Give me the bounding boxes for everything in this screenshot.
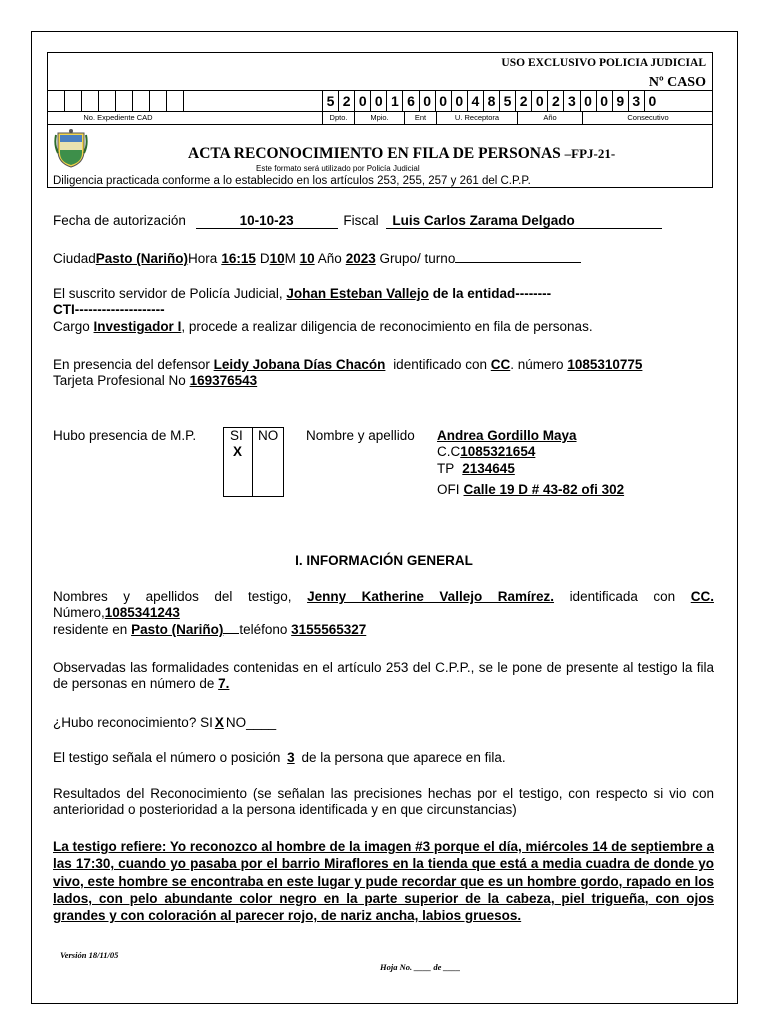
- posicion-label: El testigo señala el número o posición: [53, 750, 281, 765]
- mp-si-box: [223, 427, 253, 497]
- case-digit: 0: [644, 91, 660, 112]
- mp-cc-line: [437, 444, 535, 459]
- residente-blank: [223, 621, 239, 634]
- tarjeta-value: 169376543: [189, 373, 258, 388]
- cargo-line: [53, 319, 593, 334]
- case-digit: 0: [435, 91, 451, 112]
- cad-box: [99, 91, 116, 111]
- title-text: ACTA RECONOCIMIENTO EN FILA DE PERSONAS: [188, 145, 561, 162]
- residente-label: residente en: [53, 622, 128, 637]
- mp-tp: 2134645: [462, 461, 515, 476]
- label-receptora: U. Receptora: [436, 112, 517, 124]
- servidor-line: [53, 286, 551, 301]
- case-digit: 0: [531, 91, 547, 112]
- entidad-label: de la entidad--------: [432, 286, 552, 301]
- document-title: [188, 145, 615, 163]
- grupo-label: Grupo/ turno: [379, 251, 456, 266]
- ciudad-value: Pasto (Nariño): [95, 251, 189, 266]
- defensor-ident-label: identificado con: [393, 357, 488, 372]
- coat-of-arms-icon: [54, 129, 88, 169]
- servidor-intro: El suscrito servidor de Policía Judicial,: [53, 286, 283, 301]
- ciudad-line: [53, 250, 581, 266]
- case-digit: 6: [402, 91, 418, 112]
- mp-label: Hubo presencia de M.P.: [53, 428, 197, 443]
- mp-cc: 1085321654: [460, 444, 536, 459]
- autorizacion-fecha: 10-10-23: [196, 213, 338, 229]
- fiscal-name: Luis Carlos Zarama Delgado: [386, 213, 662, 229]
- formalidades-text: Observadas las formalidades contenidas en el artículo 253 del C.P.P., se le pone de presente al testigo la fila de personas en número de: [53, 660, 714, 691]
- cad-box: [167, 91, 184, 111]
- case-digit: 0: [354, 91, 370, 112]
- mp-ofi-label: OFI: [437, 482, 460, 497]
- case-number-digits: [322, 91, 660, 112]
- posicion-line: [53, 750, 506, 765]
- posicion-value: 3: [287, 750, 295, 765]
- case-digit: 4: [467, 91, 483, 112]
- reconocimiento-line: [53, 715, 276, 730]
- cad-box: [133, 91, 150, 111]
- tarjeta-label: Tarjeta Profesional No: [53, 373, 186, 388]
- formalidades-paragraph: [53, 660, 714, 692]
- grupo-blank: [455, 250, 581, 263]
- cad-box: [150, 91, 167, 111]
- defensor-numero: 1085310775: [567, 357, 643, 372]
- testigo-paragraph: [53, 589, 714, 638]
- version-note: Versión 18/11/05: [60, 950, 119, 960]
- telefono-value: 3155565327: [291, 622, 367, 637]
- divider: [48, 124, 712, 125]
- case-digit: 0: [370, 91, 386, 112]
- mp-tp-line: [437, 461, 525, 476]
- mes-value: 10: [299, 251, 315, 266]
- reconocimiento-no: NO____: [225, 715, 277, 730]
- defensor-cc: CC: [490, 357, 511, 372]
- case-header: [47, 52, 713, 188]
- mp-si-mark: X: [233, 444, 243, 459]
- mp-ofi: Calle 19 D # 43-82 ofi 302: [463, 482, 625, 497]
- posicion-rest: de la persona que aparece en fila.: [301, 750, 506, 765]
- label-dpto: Dpto.: [322, 112, 354, 124]
- cad-box: [65, 91, 82, 111]
- fila-numero: 7.: [218, 676, 230, 691]
- telefono-label: teléfono: [239, 622, 288, 637]
- cad-box: [48, 91, 65, 111]
- defensor-line: [53, 357, 642, 372]
- tarjeta-line: [53, 373, 257, 388]
- servidor-nombre: Johan Esteban Vallejo: [286, 286, 429, 301]
- cargo-value: Investigador I: [93, 319, 182, 334]
- mp-no-label: NO: [258, 428, 279, 443]
- case-digit: 2: [338, 91, 354, 112]
- case-digit: 1: [386, 91, 402, 112]
- label-mpio: Mpio.: [354, 112, 404, 124]
- numero-caso-label: Nº CASO: [648, 75, 706, 90]
- testigo-nombre: Jenny Katherine Vallejo Ramírez.: [307, 589, 555, 604]
- hora-label: Hora: [188, 251, 218, 266]
- fiscal-label: Fiscal: [343, 213, 379, 228]
- defensor-numero-label: . número: [510, 357, 564, 372]
- dia-value: 10: [269, 251, 285, 266]
- residente-value: Pasto (Nariño): [131, 622, 224, 637]
- testigo-numero-label: Número,: [53, 605, 105, 620]
- form-code: –FPJ-21-: [564, 146, 616, 161]
- expediente-cad-boxes: [48, 91, 184, 111]
- case-digit: 5: [499, 91, 515, 112]
- case-digit: 0: [580, 91, 596, 112]
- cad-box: [116, 91, 133, 111]
- case-digit: 0: [451, 91, 467, 112]
- autorizacion-label: Fecha de autorización: [53, 213, 186, 228]
- resultados-paragraph: Resultados del Reconocimiento (se señalan las precisiones hechas por el testigo, con respecto si vio con anterioridad o posterioridad a la persona identificada y en que circunstancias): [53, 786, 714, 817]
- hora-value: 16:15: [221, 251, 256, 266]
- mp-no-box: [252, 427, 284, 497]
- case-digit: 3: [628, 91, 644, 112]
- reconocimiento-mark: X: [214, 715, 224, 730]
- mp-nombre-label: Nombre y apellido: [306, 428, 415, 443]
- hoja-note: Hoja No. ____ de ____: [380, 962, 461, 972]
- testigo-numero: 1085341243: [104, 605, 180, 620]
- reconocimiento-label: ¿Hubo reconocimiento? SI: [53, 715, 213, 730]
- anio-label: Año: [317, 251, 342, 266]
- diligencia-note: Diligencia practicada conforme a lo establecido en los artículos 253, 255, 257 y 261 del C.P.P.: [53, 175, 531, 187]
- section-title: I. INFORMACIÓN GENERAL: [295, 553, 473, 568]
- case-digit: 0: [596, 91, 612, 112]
- dia-label: D: [259, 251, 270, 266]
- testigo-intro: Nombres y apellidos del testigo,: [53, 589, 292, 604]
- label-anio: Año: [517, 112, 582, 124]
- case-digit: 2: [547, 91, 563, 112]
- case-digit: 5: [322, 91, 338, 112]
- autorizacion-line: [53, 213, 662, 229]
- cargo-label: Cargo: [53, 319, 90, 334]
- mp-tp-label: TP: [437, 461, 455, 476]
- cargo-rest: , procede a realizar diligencia de reconocimiento en fila de personas.: [181, 319, 593, 334]
- uso-exclusivo: USO EXCLUSIVO POLICIA JUDICIAL: [501, 57, 706, 69]
- anio-value: 2023: [345, 251, 376, 266]
- mp-nombre: Andrea Gordillo Maya: [437, 428, 577, 443]
- mp-ofi-line: [437, 482, 628, 497]
- mp-si-label: SI: [230, 428, 243, 443]
- defensor-nombre: Leidy Jobana Días Chacón: [213, 357, 386, 372]
- format-note: Este formato será utilizado por Policía Judicial: [256, 164, 420, 173]
- case-digit: 0: [419, 91, 435, 112]
- testigo-ident-label: identificada con: [569, 589, 676, 604]
- case-digit: 9: [612, 91, 628, 112]
- mp-cc-label: C.C: [437, 444, 461, 459]
- case-digit: 3: [563, 91, 579, 112]
- cti-line: CTI--------------------: [53, 302, 165, 317]
- defensor-intro: En presencia del defensor: [53, 357, 210, 372]
- testigo-cc: CC.: [690, 589, 714, 604]
- ciudad-label: Ciudad: [53, 251, 96, 266]
- case-digit: 8: [483, 91, 499, 112]
- case-digit: 2: [515, 91, 531, 112]
- label-consecutivo: Consecutivo: [582, 112, 713, 124]
- label-ent: Ent: [404, 112, 436, 124]
- mes-label: M: [284, 251, 296, 266]
- testimonio-paragraph: La testigo refiere: Yo reconozco al hombre de la imagen #3 porque el día, miércoles 14 de septiembre a las 17:30, cuando yo pasaba por el barrio Miraflores en la tienda que está a media cuadra de donde yo vivo, este hombre se encontraba en este lugar y pude recordar que es un hombre gordo, rapado en los lados, con pelo abundante color negro en la parte superior de la cabeza, piel trigueña, con ojos grandes y con coloración al parecer rojo, de nariz ancha, labios gruesos.: [53, 839, 714, 924]
- label-expediente: No. Expediente CAD: [83, 113, 153, 122]
- cad-box: [82, 91, 99, 111]
